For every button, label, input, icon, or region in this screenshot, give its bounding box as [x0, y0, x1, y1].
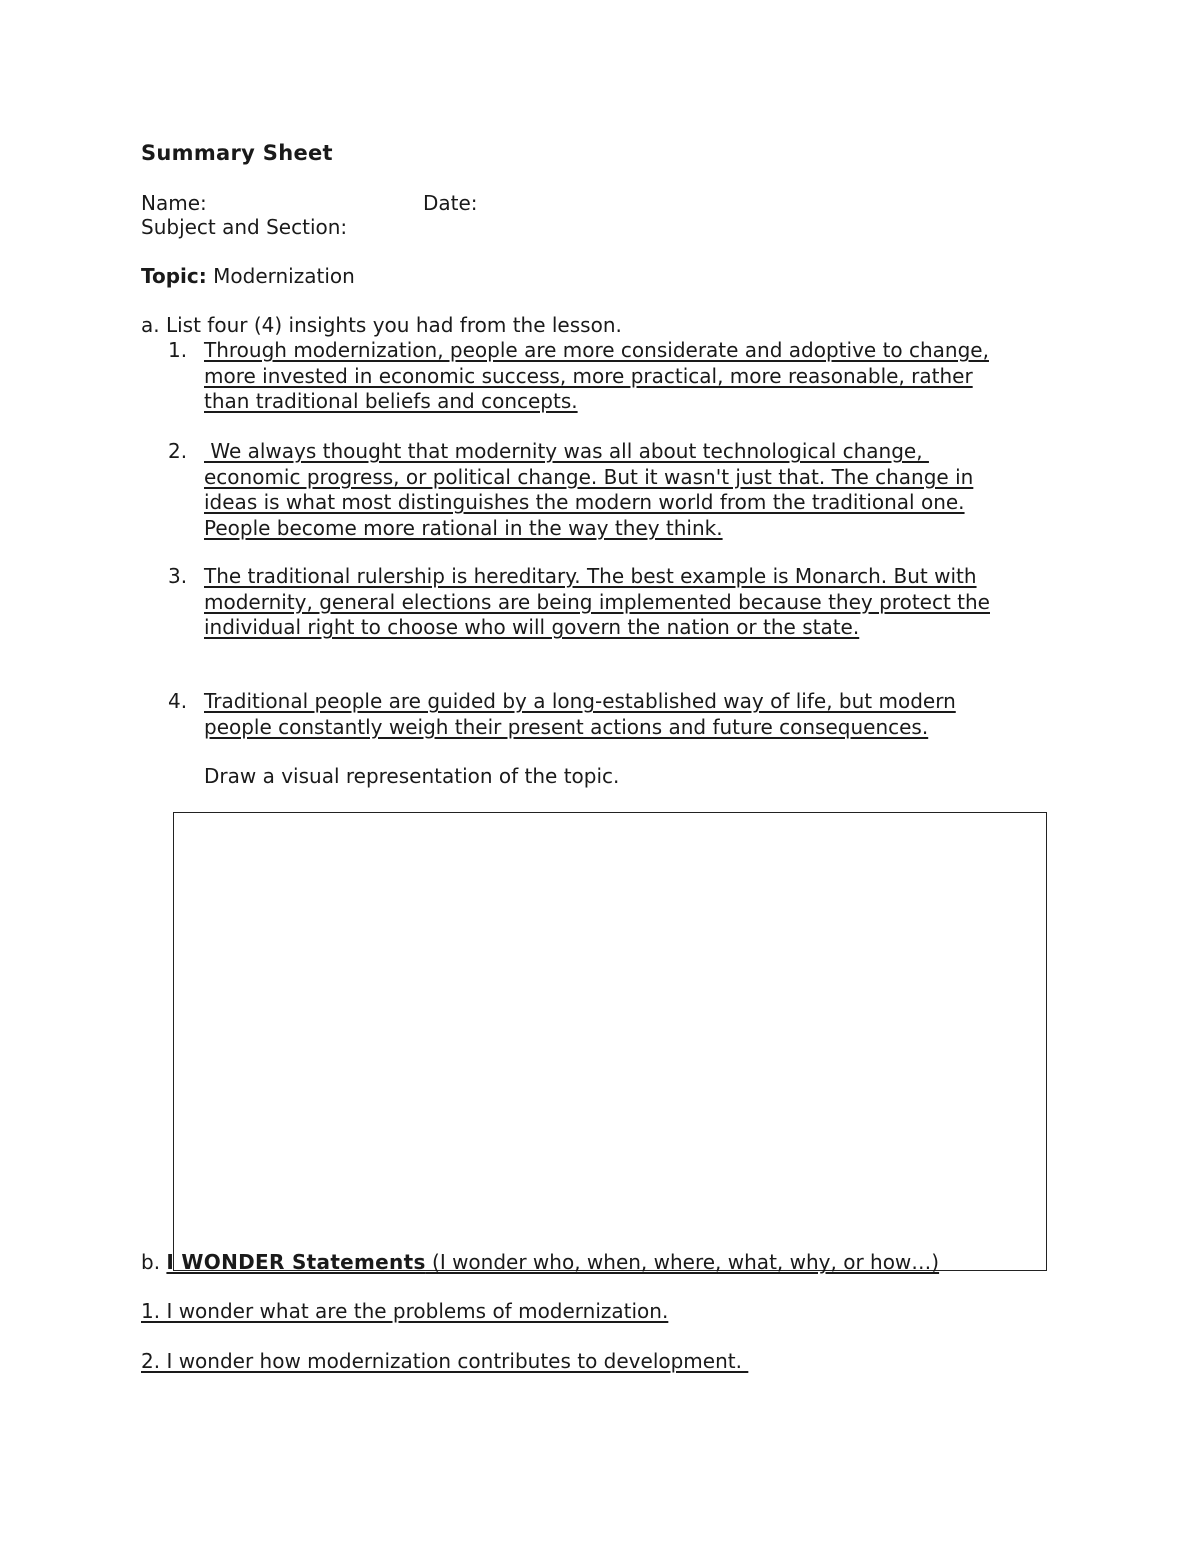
insight-line: People become more rational in the way they think. [204, 515, 723, 540]
insight-line: Traditional people are guided by a long-established way of life, but modern [204, 689, 956, 713]
insight-line: We always thought that modernity was all about technological change, [204, 439, 929, 463]
page-title: Summary Sheet [141, 141, 333, 165]
insight-number: 3. [168, 564, 188, 588]
insight-line: than traditional beliefs and concepts. [204, 389, 578, 413]
subject-section-label: Subject and Section: [141, 215, 348, 239]
insight-line: individual right to choose who will govern the nation or the state. [204, 615, 860, 639]
section-b-prefix: b. [141, 1250, 167, 1274]
section-b-heading [141, 1250, 939, 1274]
insight-line: more invested in economic success, more practical, more reasonable, rather [204, 363, 973, 388]
drawing-box[interactable] [173, 812, 1047, 1271]
insight-line: ideas is what most distinguishes the modern world from the traditional one. [204, 490, 965, 514]
insight-number: 2. [168, 439, 188, 463]
section-a-prompt: a. List four (4) insights you had from the lesson. [141, 313, 622, 337]
insight-line: people constantly weigh their present actions and future consequences. [204, 714, 929, 739]
insight-line: modernity, general elections are being implemented because they protect the [204, 589, 990, 614]
insight-line: economic progress, or political change. But it wasn't just that. The change in [204, 464, 974, 489]
insight-number: 4. [168, 689, 188, 713]
topic-line [141, 264, 355, 288]
wonder-statement-1: 1. I wonder what are the problems of modernization. [141, 1299, 669, 1323]
name-label: Name: [141, 191, 207, 215]
topic-label: Topic: [141, 264, 207, 288]
insight-line: Through modernization, people are more considerate and adoptive to change, [204, 338, 989, 362]
insight-line: The traditional rulership is hereditary. The best example is Monarch. But with [204, 564, 977, 588]
topic-value: Modernization [213, 264, 355, 288]
draw-prompt: Draw a visual representation of the topic. [204, 764, 620, 788]
insight-2 [204, 439, 973, 541]
insight-4 [204, 689, 956, 740]
wonder-statement-2: 2. I wonder how modernization contributes to development. [141, 1349, 749, 1373]
insight-1 [204, 338, 989, 415]
wonder-subheading: (I wonder who, when, where, what, why, or how…) [425, 1250, 940, 1274]
wonder-heading: I WONDER Statements [166, 1250, 426, 1274]
insight-3 [204, 564, 990, 641]
insight-number: 1. [168, 338, 188, 362]
date-label: Date: [423, 191, 478, 215]
